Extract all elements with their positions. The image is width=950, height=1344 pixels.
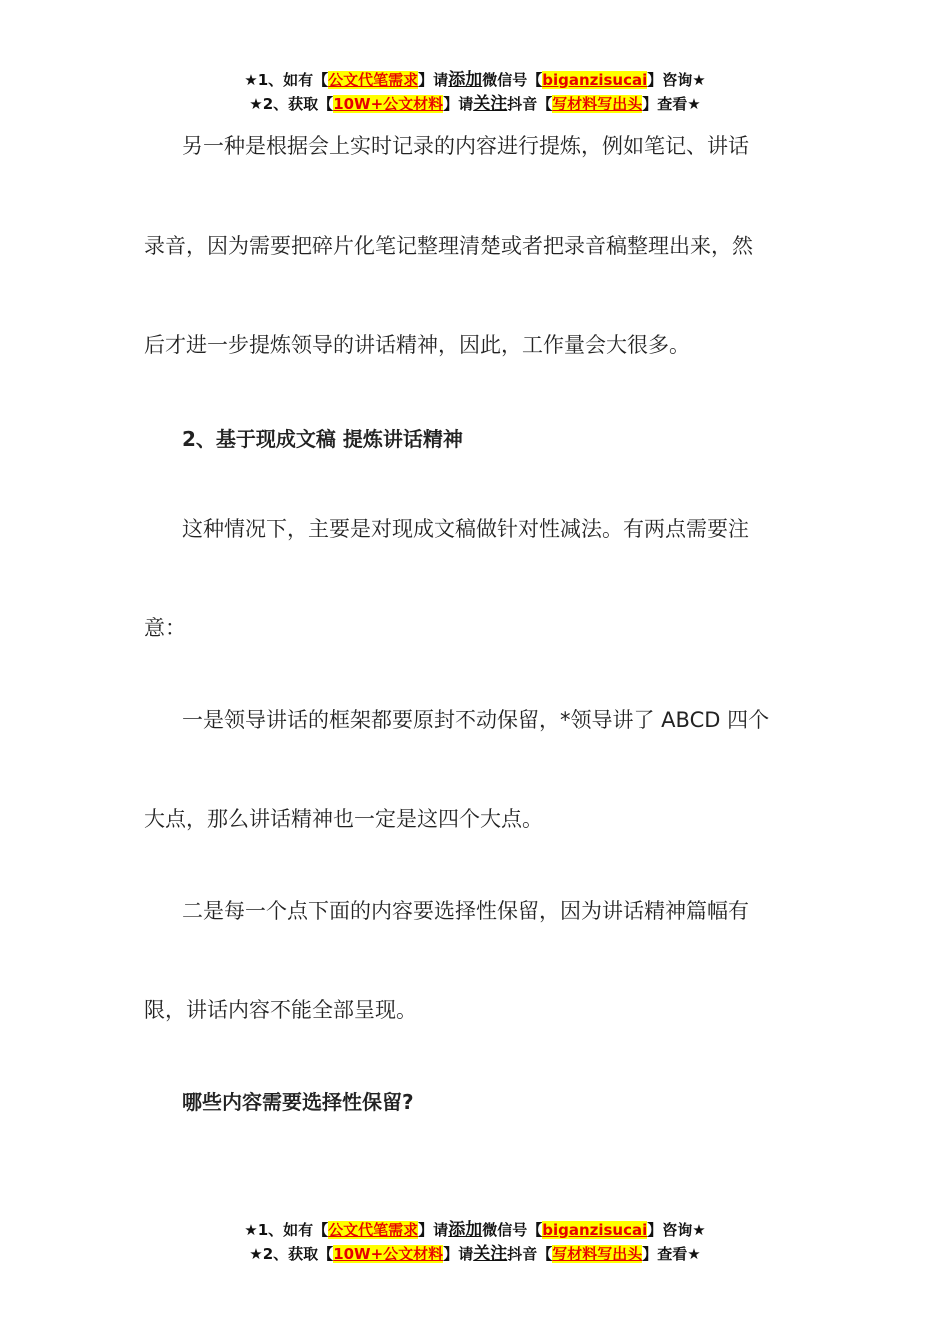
banner-line-2	[0, 92, 950, 116]
banner-text: 】咨询★	[647, 71, 706, 89]
banner-text: 抖音【	[507, 1245, 553, 1263]
banner-line-1	[0, 1218, 950, 1242]
banner-highlight: 10W+公文材料	[333, 95, 444, 113]
paragraph-line: 限，讲话内容不能全部呈现。	[144, 998, 417, 1022]
banner-line-1	[0, 68, 950, 92]
section-heading: 哪些内容需要选择性保留?	[182, 1090, 414, 1114]
banner-wechat-id: biganzisucai	[542, 71, 648, 89]
banner-text: ★1、如有【	[244, 1221, 329, 1239]
banner-text: 】请	[443, 95, 474, 113]
banner-douyin-id: 写材料写出头	[552, 1245, 643, 1263]
banner-highlight: 10W+公文材料	[333, 1245, 444, 1263]
paragraph-line: 二是每一个点下面的内容要选择性保留，因为讲话精神篇幅有	[182, 899, 749, 923]
paragraph-line: 这种情况下，主要是对现成文稿做针对性减法。有两点需要注	[182, 517, 749, 541]
banner-text: 】请	[443, 1245, 474, 1263]
paragraph-line: 录音，因为需要把碎片化笔记整理清楚或者把录音稿整理出来，然	[144, 234, 753, 258]
banner-text: ★2、获取【	[249, 1245, 334, 1263]
paragraph-line: 一是领导讲话的框架都要原封不动保留，*领导讲了 ABCD 四个	[182, 708, 770, 732]
banner-emphasis: 添加	[448, 70, 483, 90]
banner-text: 】咨询★	[647, 1221, 706, 1239]
banner-wechat-id: biganzisucai	[542, 1221, 648, 1239]
banner-text: 】查看★	[642, 95, 701, 113]
banner-text: 】查看★	[642, 1245, 701, 1263]
banner-emphasis: 关注	[473, 1244, 508, 1264]
bottom-banner	[0, 1218, 950, 1266]
paragraph-line: 另一种是根据会上实时记录的内容进行提炼，例如笔记、讲话	[182, 134, 749, 158]
banner-text: 】请	[418, 1221, 449, 1239]
banner-highlight: 公文代笔需求	[328, 71, 419, 89]
top-banner	[0, 68, 950, 116]
paragraph-line: 大点，那么讲话精神也一定是这四个大点。	[144, 807, 543, 831]
banner-text: ★1、如有【	[244, 71, 329, 89]
paragraph-line: 后才进一步提炼领导的讲话精神，因此，工作量会大很多。	[144, 333, 690, 357]
banner-text: 微信号【	[482, 71, 543, 89]
banner-emphasis: 关注	[473, 94, 508, 114]
banner-text: 微信号【	[482, 1221, 543, 1239]
paragraph-line: 意：	[144, 616, 186, 640]
banner-text: ★2、获取【	[249, 95, 334, 113]
banner-line-2	[0, 1242, 950, 1266]
banner-emphasis: 添加	[448, 1220, 483, 1240]
banner-text: 】请	[418, 71, 449, 89]
banner-highlight: 公文代笔需求	[328, 1221, 419, 1239]
banner-douyin-id: 写材料写出头	[552, 95, 643, 113]
banner-text: 抖音【	[507, 95, 553, 113]
section-heading: 2、基于现成文稿 提炼讲话精神	[182, 427, 463, 451]
